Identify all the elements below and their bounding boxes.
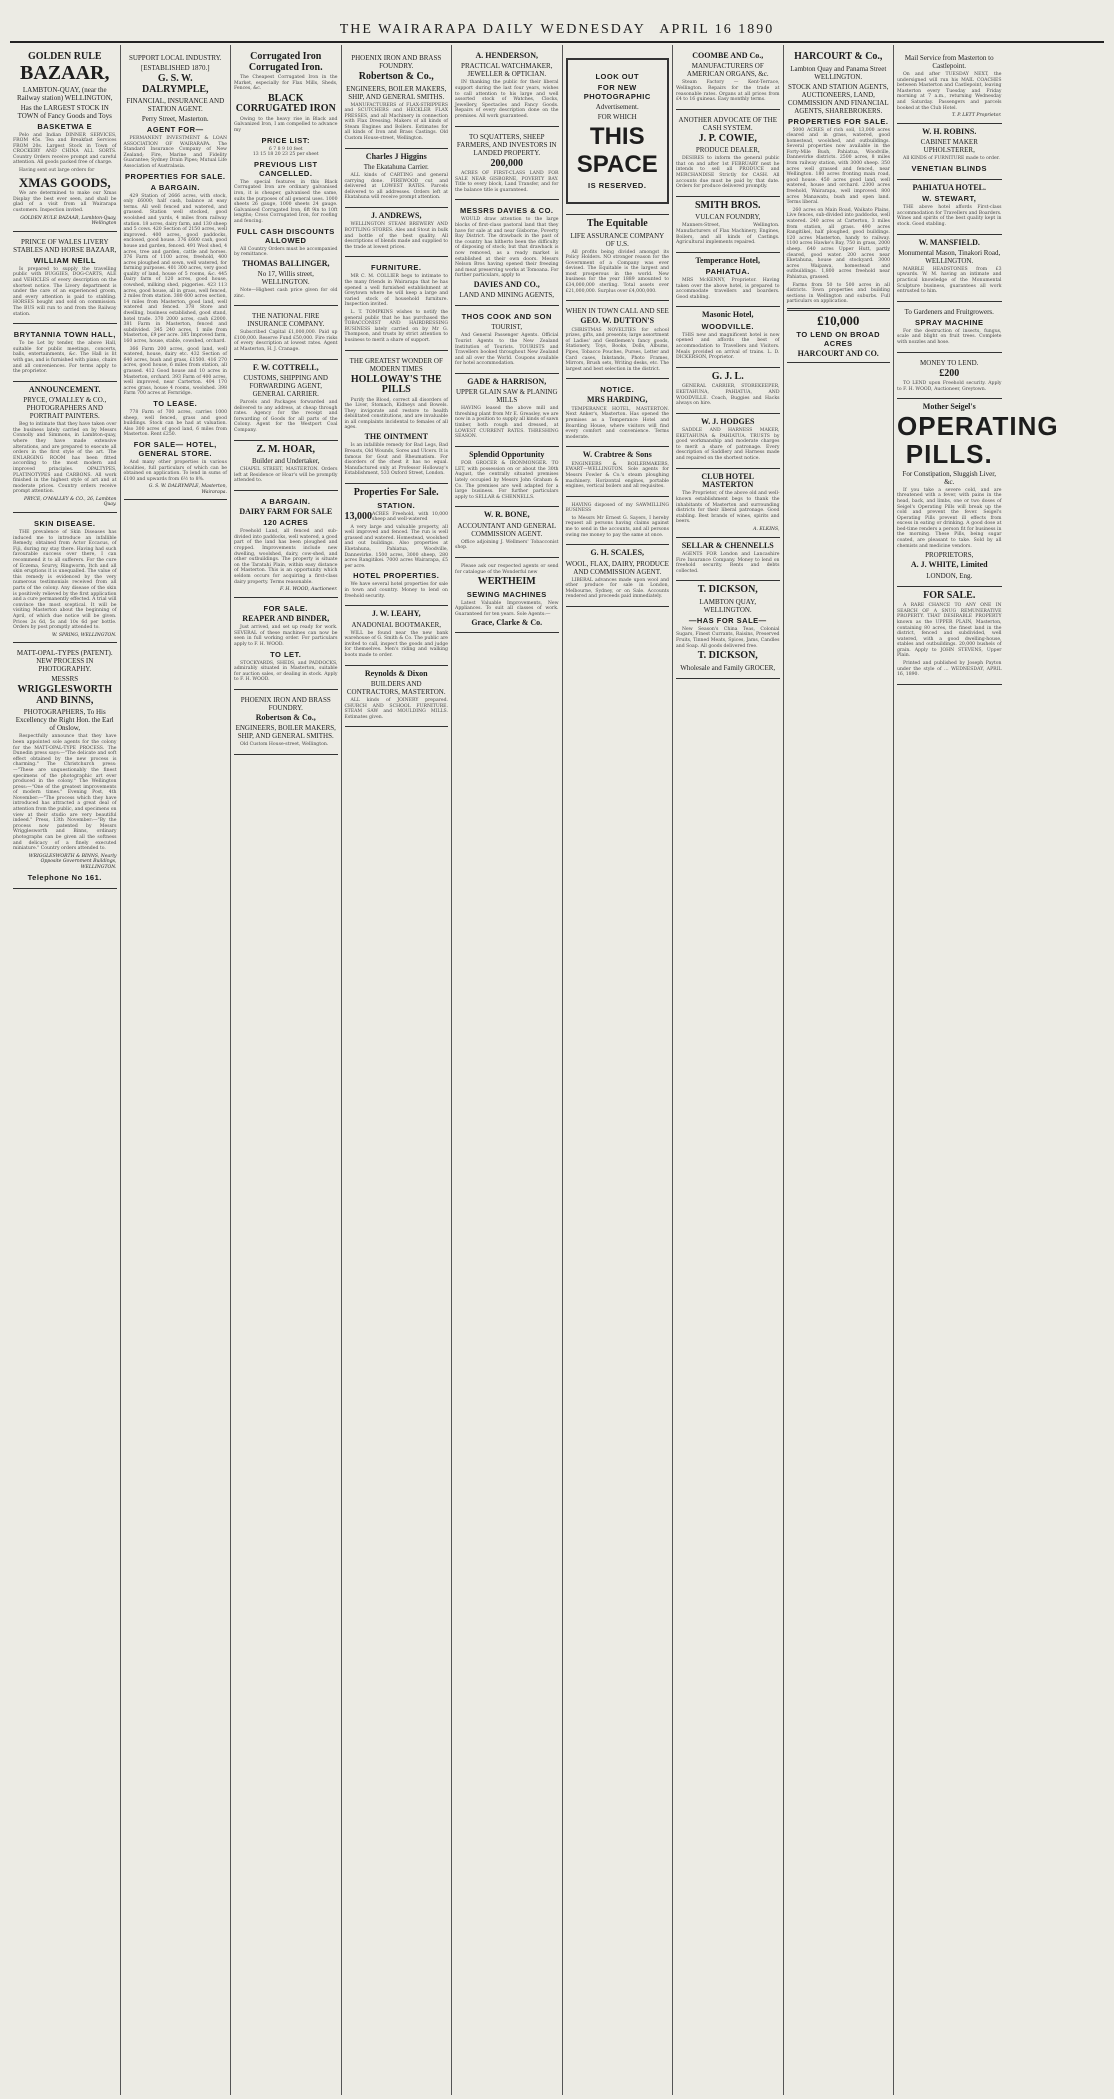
support-local: SUPPORT LOCAL INDUSTRY. [128, 54, 222, 62]
cowie-sub: PRODUCE DEALER, [695, 146, 760, 155]
cancelled: PREVIOUS LIST CANCELLED. [253, 159, 318, 178]
ad-prince-of-wales: PRINCE OF WALES LIVERY STABLES AND HORSE BAZAAR, WILLIAM NEILL Is prepared to supply the travelling public with BUGGIES, DOG-CARTS, ALE and VEHICLES of every description on the shortest notice. The Livery department is under the care of an experienced groom, and every attention is paid to stabling. HORSES bought and sold on commission. The BUS will run to and from the Railway station. [13, 232, 117, 324]
has-for-sale: —HAS FOR SALE— [688, 615, 767, 625]
to-let-heading: TO LET. [270, 649, 302, 659]
ad-club: CLUB HOTEL MASTERTON The Proprietor, of the above old and well-known establishment begs to thank the inhabitants of Masterton and surrounding districts for their liberal patronage. Good stabling. Best brands of wines, spirits and beers. A. ELKINS, [676, 469, 780, 538]
ad-for-sale: FOR SALE. A RARE CHANCE TO ANY ONE IN SEARCH OF A SNUG REMUNERATIVE PROPERTY. THAT DESIRABLE PROPERTY known as the UPPER PLAIN, Masterton, containing 80 acres, the finest land in the district, fenced and subdivided, well watered, with a good dwelling-house, stables and outbuildings. 20,000 bushels of grain. Apply to JOHN STEVENS, Upper Plain. Printed and published by Joseph Payton under the style of ... WEDNESDAY, APRIL 16, 1890. [897, 587, 1002, 685]
properties-heading: PROPERTIES FOR SALE. [125, 171, 226, 181]
phoenix2-heading: PHOENIX IRON AND BRASS FOUNDRY. [240, 695, 331, 712]
andrews-heading: J. ANDREWS, [371, 211, 422, 221]
column-4 [342, 45, 453, 2095]
masthead-date: APRIL 16 1890 [659, 22, 775, 37]
wrigglesworth-heading: WRIGGLESWORTH AND BINNS, [17, 684, 113, 706]
ad-announcement: ANNOUNCEMENT. PRYCE, O'MALLEY & CO., PHOTOGRAPHERS AND PORTRAIT PAINTERS. Beg to intimate that they have taken over the business lately carried on by Messrs Connolly and Simmons, in Lambton-quay, where they have made extensive alterations, and are prepared to execute all orders in the first style of the art. The ENLARGING ROOM has been fitted according to the most modern and improved principles. OPALTYPES, PLATINOTYPES and CARBONS. All work finished in the highest style of art and at moderate prices. Country orders receive prompt attention. PRYCE, O'MALLEY & CO., 26, Lambton Quay. [13, 382, 117, 513]
ad-masonic: Masonic Hotel, WOODVILLE. THIS new and magnificent hotel is now opened and affords the best of accommodation to Travellers and Visitors. Meals provided on arrival of trains. L. D. DICKERSON, Proprietor. [676, 307, 780, 367]
ad-sellar: SELLAR & CHENNELLS AGENTS FOR London and Lancashire Fire Insurance Company. Money to lend on freehold security. Rents and debts collected. [676, 538, 780, 582]
prince-heading: PRINCE OF WALES LIVERY STABLES AND HORSE BAZAAR, [13, 237, 117, 254]
ad-dalrymple: SUPPORT LOCAL INDUSTRY. [ESTABLISHED 1870.] G. S. W. DALRYMPLE, FINANCIAL, INSURANCE AND STATION AGENT. Perry Street, Masterton. AGENT FOR— PERMANENT INVESTMENT & LOAN ASSOCIATION OF WAIRARAPA. The Standard Insurance Company of New Zealand; Fire, Marine and Fidelity Guarantee; Sydney Drain Pipes; Mutual Life Association of Australasia. PROPERTIES FOR SALE. A BARGAIN. 429 Station of 2666 acres, with stock, only £6000; half cash, balance at easy terms. All well fenced and watered, and grassed. Station well stocked, good woolshed and yards, 4 miles from railway station. 18 acres, dairy farm, and 130 sheep and 5 cows. 420 Section of 2150 acres, well improved. 400 acres, good paddocks, enclosed, good house. 376 £600 cash, good house and garden, fenced. 491 Wool shed, 4 acres, tree and garden, cattle and horses. 376 Farm of 1100 acres, freehold, 400 acres ploughed and sown, well watered, for farming purposes. 401 300 acres, very good quality of land, house of 5 rooms, &c. 445 Dairy farm of 120 acres, good house, cowshed, milking shed, piggeries. 423 113 acres, good house, all in grass, well fenced, 2 miles from station. 380 600 acres section, 14 miles from Masterton, good land, well watered and fenced. 378 Store and dwelling, business established, good stand, hotel trade. 370 2000 acres, cash £2000. 381 Farm in Masterton, fenced and subdivided. 345 240 acres, 1 mile from Masterton, £9 per acre. 385 Improved farm, 160 acres, house, stable, cowshed, orchard. 366 Farm 200 acres, good land, well watered, house, dairy etc. 432 Section of 640 acres, bush and grass, £1500. 416 270 acres, good house, 6 miles from station, all grassed. 412 Good house and 10 acres in Masterton, orchard. 393 Farm of 400 acres, well improved, near Carterton. 404 170 acres grass, house 4 rooms, woolshed. 398 Farm 700 acres at Fernridge. TO LEASE. 778 Farm of 700 acres, carries 1000 sheep, well fenced, grass and good buildings. Stock can be had at valuation. Also 300 acres of good land, 6 miles from Masterton. Rent £250. FOR SALE— HOTEL, GENERAL STORE. And many other properties in various localities, full particulars of which can be obtained on application. To lend in sums of £100 and upwards from 6½ to 8%. G. S. W. DALRYMPLE, Masterton, Wairarapa. [124, 48, 228, 500]
price-list: PRICE LIST: [261, 135, 310, 145]
dickson-heading: T. DICKSON, [697, 584, 758, 596]
announcement-heading: ANNOUNCEMENT. [28, 384, 101, 394]
bargain-heading: A BARGAIN. [150, 182, 200, 192]
scales-sub: WOOL, FLAX, DAIRY, PRODUCE AND COMMISSION AGENT. [565, 559, 669, 576]
robertson-heading: Robertson & Co., [358, 71, 434, 82]
column-5 [452, 45, 563, 2095]
dalrymple-address: Perry Street, Masterton. [141, 115, 209, 123]
mansfield-sub: Monumental Mason, Tinakori Road, WELLINGTON. [898, 248, 1001, 265]
equitable-sub: LIFE ASSURANCE COMPANY OF U.S. [570, 231, 665, 248]
ad-skin-disease: SKIN DISEASE. THE prevalence of Skin Diseases has induced me to introduce an infallible Remedy, obtained from Actor Eccacus, of Fiji, during my stay there. Having had such favourable success over there, I can recommend it to all sufferers. For the cure of Eczema, Scurvy, Ringworm, Itch and all skin eruptions it is unequalled. The value of this remedy is evidenced by the very numerous testimonials received from all parts of the colony. Any disease of the skin is positively relieved by the first application and a cure permanently effected. A trial will convince the most sceptical. It will be visiting Masterton about the beginning of April, of which due notice will be given. Prices 2s 6d, 5s and 10s 6d per bottle. Orders by post promptly attended to. W. SPRING, WELLINGTON. [13, 513, 117, 643]
phoenix-heading: PHOENIX IRON AND BRASS FOUNDRY. [351, 54, 442, 70]
mansfield-heading: W. MANSFIELD. [918, 237, 980, 247]
coombe-heading: COOMBE AND Co., [692, 51, 764, 60]
reynolds-heading: Reynolds & Dixon [364, 668, 428, 678]
cottrell-sub: CUSTOMS, SHIPPING AND FORWARDING AGENT, GENERAL CARRIER. [243, 374, 328, 399]
ad-gjl: G. J. L. GENERAL CARRIER, STOREKEEPER, EKETAHUNA, PAHIATUA, AND WOODVILLE. Coach, Buggies and Hacks always on hire. [676, 368, 780, 414]
holloway-heading: HOLLOWAY'S THE PILLS [350, 373, 442, 395]
column-7 [673, 45, 784, 2095]
to-lease-heading: TO LEASE. [153, 398, 198, 408]
hoar-sub: Builder and Undertaker, [251, 457, 320, 466]
notice-heading: NOTICE. [600, 385, 635, 395]
ad-corrugated-iron: Corrugated Iron Corrugated Iron. The Cheapest Corrugated Iron in the Market, especially for Flax Mills, Sheds, Fences, &c. BLACK CORRUGATED IRON Owing to the heavy rise in Black and Galvanized Iron, I am compelled to advance my PRICE LIST: 6 7 8 9 10 feet 13 15 18 20 23 25 per sheet PREVIOUS LIST CANCELLED. The special features in this Black Corrugated Iron are ordinary galvanised iron, it is cheaper, galvanised the same, suits the purposes of all general uses. 1000 sheets 26 gauge, 1000 sheets 24 gauge. Galvanised Corrugated Iron, 6ft 9in to 10ft lengths; Cross Corrugated Iron, for roofing and fencing. FULL CASH DISCOUNTS ALLOWED All Country Orders must be accompanied by remittance. THOMAS BALLINGER, No 17, Willis street, WELLINGTON. Note—Highest cash price given for old zinc. [234, 48, 338, 306]
club-heading: CLUB HOTEL MASTERTON [701, 471, 755, 490]
ad-wertheim: Please ask our respected agents or send for catalogue of the Wonderful new WERTHEIM SEWING MACHINES Latest Valuable Improvements, New Appliances. To suit all classes of work. Guaranteed for ten years. Sole Agents:— Grace, Clarke & Co. [455, 558, 559, 633]
henderson-heading: A. HENDERSON, [475, 51, 538, 60]
ad-andrews: J. ANDREWS, WELLINGTON STEAM BREWERY AND BOTTLING STORES. Ales and Stout in bulk and bottle of the best quality. All descriptions of blends made and supplied to the trade at lowest prices. [345, 208, 449, 257]
money-lend-heading: MONEY TO LEND. [920, 358, 979, 367]
cottrell-heading: F. W. COTTRELL, [252, 362, 319, 372]
london: LONDON, Eng. [926, 571, 973, 580]
leahy-heading: J. W. LEAHY, [371, 609, 421, 619]
wonder-heading: THE GREATEST WONDER OF MODERN TIMES [349, 356, 443, 373]
golden-rule-stock: Has the LARGEST STOCK IN TOWN of Fancy Goods and Toys [17, 103, 112, 120]
having-heading: HAVING disposed of my SAWMILLING BUSINESS [565, 502, 669, 514]
ad-cowie: ANOTHER ADVOCATE OF THE CASH SYSTEM. J. P. COWIE, PRODUCE DEALER, DESIRES to inform the general public that on and after 1st FEBRUARY next he intends to sell all PRODUCE and MERCHANDISE Strictly for CASH. All accounts due must be paid by that date. Orders for produce delivered promptly. [676, 110, 780, 197]
crabtree-heading: W. Crabtree & Sons [582, 450, 652, 460]
ad-henderson: A. HENDERSON, PRACTICAL WATCHMAKER, JEWELLER & OPTICIAN. IN thanking the public for their liberal support during the last four years, wishes to call attention to his large and well assorted stock of Watches, Clocks, Jewellery, Spectacles and Fancy Goods. Repairs of every description done on the premises. All work guaranteed. [455, 48, 559, 127]
station-heading: STATION. [377, 500, 416, 510]
ad-dutton: WHEN IN TOWN CALL AND SEE GEO. W. DUTTON'S CHRISTMAS NOVELTIES for school prizes, gifts, and presents; large assortment of Ladies' and Gentlemen's fancy goods, Stationery, Toys, Books, Dolls, Albums, Pipes, Tobacco Pouches, Purses, Letter and Card cases, Inkstands, Photo Frames, Mirrors, Brush sets, Writing desks, etc. The largest and best selection in the district. [566, 301, 670, 379]
ad-harcourt: HARCOURT & Co., Lambton Quay and Panama Street WELLINGTON. STOCK AND STATION AGENTS, AUCTIONEERS, LAND, COMMISSION AND FINANCIAL AGENTS, SHAREBROKERS. PROPERTIES FOR SALE. 5000 ACRES of rich soil, 13,000 acres cleared and in grass, watered, good homestead, woolshed, and outbuildings. Several properties now available in the Forty-Mile Bush, Pahiatua, Woodville, Dannevirke districts. 2500 acres, 8 miles from railway station, with 3000 sheep. 350 acres well grassed and fenced, near Wellington. 180 acres fronting main road, good house. 450 acres good land, well watered, house and orchard. 2300 acres freehold, Wairarapa, well improved. 800 acres Manawatu, bush and open land. Terms liberal. 260 acres on Main Road, Waikato Plains, Live fences, sub-divided into paddocks, well watered. 240 acres at Carterton, 3 miles from station, all grass. 490 acres Rangitikei, half ploughed, good buildings. 120 acres Masterton, handy to railway. 1100 acres Hawke's Bay, 750 in grass, 2000 sheep. 640 acres Upper Hutt, partly cleared, good water. 200 acres near Eketahuna, house and stockyard. 3000 acres Waipawa, homestead and outbuildings. 1,800 acres freehold near Pahiatua, grassed. Farms from 50 to 500 acres in all districts. Town properties and building sections in Wellington and suburbs. Full particulars on application. £10,000 TO LEND ON BROAD ACRES HARCOURT AND CO. [787, 48, 891, 363]
printer-line: Printed and published by Joseph Payton under the style of ... WEDNESDAY, APRIL 16, 1890. [897, 661, 1002, 678]
telephone: Telephone No 161. [27, 872, 102, 882]
ad-reynolds: Reynolds & Dixon BUILDERS AND CONTRACTORS, MASTERTON. ALL kinds of JOINERY prepared. CHURCH AND SCHOOL FURNITURE. STEAM SAW and MOULDING MILLS. Estimates given. [345, 666, 449, 728]
elkins-signature: A. ELKINS, [753, 527, 780, 532]
dalrymple-signature: G. S. W. DALRYMPLE, Masterton, Wairarapa. [148, 484, 227, 495]
higgins-sub: The Ekatahuna Carrier. [363, 163, 429, 172]
ad-hodges: W. J. HODGES SADDLE AND HARNESS MAKER, EKETAHUNA & PAHIATUA. TRUSTS by good workmanship and moderate charges to merit a share of patronage. Every description of Saddlery and Harness made and repaired on the shortest notice. [676, 414, 780, 469]
squatters-heading: TO SQUATTERS, SHEEP FARMERS, AND INVESTORS IN LANDED PROPERTY. [456, 132, 557, 157]
ad-money: MONEY TO LEND. £200 TO LEND upon Freehold security. Apply to F. H. WOOD, Auctioneer, Greytown. [897, 353, 1002, 400]
dalrymple-sub: FINANCIAL, INSURANCE AND STATION AGENT. [126, 97, 225, 113]
golden-rule-title: GOLDEN RULE [27, 51, 102, 62]
masonic-heading: Masonic Hotel, [701, 310, 754, 320]
furniture-heading: FURNITURE. [371, 263, 422, 273]
fire-insurance-heading: THE NATIONAL FIRE INSURANCE COMPANY. [247, 312, 325, 329]
temperance-place: PAHIATUA. [705, 267, 750, 277]
harcourt-sub: Lambton Quay and Panama Street WELLINGTON. [790, 64, 887, 81]
masthead [10, 8, 1104, 43]
ad-pahiatua-hotel: PAHIATUA HOTEL. W. STEWART, THE above hotel affords First-class accommodation for Travellers and Boarders. Wines and spirits of the best quality kept in stock. Good stabling. [897, 180, 1002, 235]
davies-heading: MESSRS DAVIES & CO. [459, 206, 554, 216]
column-6 [563, 45, 674, 2095]
venetian-heading: VENETIAN BLINDS [911, 163, 987, 173]
acres-figure: 13,000 [344, 510, 372, 522]
engineers2-heading: ENGINEERS, BOILER MAKERS, SHIP, AND GENERAL SMITHS. [235, 724, 336, 741]
columns [10, 45, 1104, 2095]
gardeners-heading: To Gardeners and Fruitgrowers. [904, 307, 994, 316]
ad-mansfield: W. MANSFIELD. Monumental Mason, Tinakori Road, WELLINGTON. MARBLE HEADSTONES from £3 upwards. W. M. having an intimate and practical knowledge of the Monumental Sculpture business, guarantees all work entrusted to him. [897, 235, 1002, 302]
properties-heading: Properties For Sale. [353, 487, 439, 499]
engineers-heading: ENGINEERS, BOILER MAKERS, SHIP, AND GENERAL SMITHS. [346, 84, 447, 101]
harcourt-for-sale: PROPERTIES FOR SALE. [788, 116, 889, 126]
hotel-props-heading: HOTEL PROPERTIES. [353, 571, 440, 581]
spring-signature: W. SPRING, WELLINGTON. [52, 632, 117, 638]
ad-hoar: Z. M. HOAR, Builder and Undertaker, CHAPEL STREET, MASTERTON. Orders left at Residence or Hoar's will be promptly attended to. [234, 441, 338, 491]
column-2 [121, 45, 232, 2095]
gade-heading: GADE & HARRISON, [467, 376, 547, 386]
cowie-heading: J. P. COWIE, [698, 132, 757, 144]
acres-heading: 120 ACRES [263, 518, 309, 528]
wb-sub: PHOTOGRAPHERS, To His Excellency the Right Hon. the Earl of Onslow, [15, 708, 114, 733]
ad-cook: THOS COOK AND SON TOURIST, And General Passenger Agents. Official Tourist Agents to the New Zealand Institution of Tourists. TOURISTS and Travellers booked throughout New Zealand and all over the World. Coupons available for hotel accommodation. [455, 306, 559, 374]
for-which: FOR WHICH [597, 113, 637, 121]
basketware-heading: BASKETWA E [37, 121, 93, 131]
ad-phoenix: PHOENIX IRON AND BRASS FOUNDRY. Robertson & Co., ENGINEERS, BOILER MAKERS, SHIP, AND GENERAL SMITHS. MANUFACTURERS of FLAX-STRIPPERS and SCUTCHERS and HECKLER FLAX PRESSES, and all Machinery in connection with Flax Dressing. Makers of all kinds of Steam Engines and Boilers. Estimates for all kinds of Iron and Brass Castings. Old Custom House-street, Wellington. [345, 48, 449, 149]
ad-leahy: J. W. LEAHY, ANADONIAL BOOTMAKER, WILL be found near the new bank warehouse of G. Smith & Co. The public are invited to call, inspect the goods and judge for themselves. Men's riding and walking boots made to order. [345, 606, 449, 665]
ad-scales: G. H. SCALES, WOOL, FLAX, DAIRY, PRODUCE AND COMMISSION AGENT. LIBERAL advances made upon wool and other produce for sale in London, Melbourne, Sydney, or on Sale. Accounts rendered and proceeds paid immediately. [566, 545, 670, 607]
ad-golden-rule: GOLDEN RULE BAZAAR, LAMBTON-QUAY, (near the Railway station) WELLINGTON, Has the LARGEST STOCK IN TOWN of Fancy Goods and Toys BASKETWA E Pelo and Indian DINNER SERVICES, FROM 45s. Tea and Breakfast Services FROM 20s. Largest Stock in Town of CROCKERY AND CHINA ALL SORTS. Country Orders receive prompt and careful attention. All goods packed free of charge. Having sent out large orders for XMAS GOODS, We are determined to make our Xmas Display the best ever seen, and shall be glad of a visit from all Wairarapa customers. Inspection invited. GOLDEN RULE BAZAAR, Lambton-Quay, Wellington [13, 48, 117, 232]
mail-heading: Mail Service from Masterton to Castlepoint. [904, 54, 994, 70]
column-9 [894, 45, 1059, 2095]
agent-for: AGENT FOR— [146, 125, 204, 134]
scales-heading: G. H. SCALES, [590, 548, 645, 558]
ad-reaper: FOR SALE. REAPER AND BINDER, Just arrived, and set up ready for work. SEVERAL of these machines can now be seen in full working order. For particulars apply to F. H. WOOD. TO LET. STOCKYARDS, SHEDS, and PADDOCKS, admirably situated in Masterton, suitable for auction sales, or dealing in stock. Apply to F. H. WOOD. [234, 598, 338, 690]
ad-cottrell: F. W. COTTRELL, CUSTOMS, SHIPPING AND FORWARDING AGENT, GENERAL CARRIER. Parcels and Packages forwarded and delivered to any address, at cheap through rates. Agency for the receipt and forwarding of Goods for all parts of the Colony. Agent for the Westport Coal Company. [234, 360, 338, 441]
ad-fire-insurance: THE NATIONAL FIRE INSURANCE COMPANY. Subscribed Capital £1,000,000. Paid up £100,000. Reserve Fund £50,000. Fire risks of every description at lowest rates. Agent at Masterton, H. J. Cranage. [234, 306, 338, 359]
masthead-day: WEDNESDAY [540, 22, 646, 37]
hoar-heading: Z. M. HOAR, [256, 443, 316, 455]
coombe-sub: MANUFACTURERS OF AMERICAN ORGANS, &c. [686, 62, 769, 79]
column-8 [784, 45, 895, 2095]
golden-rule-address: LAMBTON-QUAY, (near the Railway station) WELLINGTON, [16, 85, 113, 102]
this-space: THIS SPACE [576, 123, 658, 178]
ad-spray: To Gardeners and Fruitgrowers. SPRAY MACHINE For the destruction of insects, fungus, scale and blight on fruit trees. Complete with nozzles and hose. [897, 302, 1002, 353]
white-heading: A. J. WHITE, Limited [910, 560, 988, 570]
ad-squatters: TO SQUATTERS, SHEEP FARMERS, AND INVESTORS IN LANDED PROPERTY. 200,000 ACRES OF FIRST-CLASS LAND FOR SALE NEAR GISBORNE, POVERTY BAY. Title to every block, Land Transfer, and for the balance title is guaranteed. [455, 127, 559, 201]
lett-signature: T. P. LETT Proprietor. [951, 113, 1002, 119]
robins-heading: W. H. ROBINS. [922, 126, 977, 136]
gade-sub: UPPER GLAIN SAW & PLANING MILLS [455, 388, 558, 405]
wood-signature: F. H. WOOD, Auctioneer. [280, 587, 338, 593]
higgins-heading: Charles J Higgins [365, 151, 427, 161]
cabinet-heading: CABINET MAKER UPHOLSTERER, [920, 138, 978, 155]
for-sale-heading: FOR SALE. [263, 603, 308, 613]
money-heading: £10,000 [817, 312, 860, 328]
gjl-heading: G. J. L. [711, 370, 744, 382]
acres-200000: 200,000 [490, 157, 523, 169]
prince-name: WILLIAM NEILL [33, 255, 96, 265]
town-hall-heading: BRYTANNIA TOWN HALL, [13, 330, 116, 340]
dairy-farm-heading: DAIRY FARM FOR SALE [239, 506, 333, 516]
column-3 [231, 45, 342, 2095]
skin-heading: SKIN DISEASE. [33, 519, 96, 529]
ad-town-hall: BRYTANNIA TOWN HALL, To be Let by tender, the above Hall, suitable for public meetings, concerts, balls, entertainments, &c. The Hall is lit with gas, and is furnished with piano, chairs and all conveniences. For terms apply to the proprietor. [13, 324, 117, 382]
grace-heading: Grace, Clarke & Co. [471, 618, 543, 628]
ad-holloway: THE GREATEST WONDER OF MODERN TIMES HOLLOWAY'S THE PILLS Purify the Blood, correct all disorders of the Liver, Stomach, Kidneys and Bowels. They invigorate and restore to health debilitated constitutions, and are invaluable in all complaints incidental to females of all ages. THE OINTMENT Is an infallible remedy for Bad Legs, Bad Breasts, Old Wounds, Sores and Ulcers. It is famous for Gout and Rheumatism. For disorders of the chest it has no equal. Manufactured only at Professor Holloway's Establishment, 533 Oxford Street, London. [345, 351, 449, 485]
ad-dairy-farm: A BARGAIN. DAIRY FARM FOR SALE 120 ACRES Freehold Land, all fenced and sub-divided into paddocks, well watered, a good part of the land has been ploughed and cropped. Improvements include new dwelling, woolshed, dairy, cow-shed, and other outbuildings. The property is situate on the Taratahi Plain, within easy distance of Masterton. This is an opportunity which seldom occurs for acquiring a first-class dairy property. Terms reasonable. F. H. WOOD, Auctioneer. [234, 491, 338, 598]
robertson2-heading: Robertson & Co., [255, 712, 316, 722]
harcourt-sub2: STOCK AND STATION AGENTS, AUCTIONEERS, LAND, COMMISSION AND FINANCIAL AGENTS, SHAREBROKERS. [787, 82, 889, 115]
ad-dickson: T. DICKSON, LAMBTON QUAY, WELLINGTON. —HAS FOR SALE— New Season's China Teas, Colonial Sugars, Finest Currants, Raisins, Preserved Fruits, Tinned Meats, Spices, Jams, Candles and Soap. All goods delivered free. T. DICKSON, Wholesale and Family GROCER, [676, 581, 780, 678]
column-1 [10, 45, 121, 2095]
bargain2: A BARGAIN. [261, 496, 311, 506]
ad-splendid: Splendid Opportunity FOR GROCER & IRONMONGER. TO LET, with possession on or about the 30th August, the centrally situated premises lately occupied by Messrs John Graham & Co. The premises are well adapted for a large business. For further particulars apply to SELLAR & CHENNELLS. [455, 447, 559, 508]
seigel-heading: Mother Seigel's [922, 402, 976, 412]
black-iron-title: BLACK CORRUGATED IRON [235, 92, 336, 115]
ad-phoenix-2: PHOENIX IRON AND BRASS FOUNDRY. Robertson & Co., ENGINEERS, BOILER MAKERS, SHIP, AND GENERAL SMITHS. Old Custom House-street, Wellington. [234, 690, 338, 755]
ad-sawmill: HAVING disposed of my SAWMILLING BUSINESS to Messrs Mr Ernest G. Sayers, I hereby request all persons having claims against me to send in the accounts, and all persons owing me money to pay the same at once. [566, 497, 670, 546]
for-new: FOR NEW PHOTOGRAPHIC [583, 83, 651, 101]
ad-temperance: Temperance Hotel, PAHIATUA. MRS McKENNY, Proprietor. Having taken over the above hotel, is prepared to accommodate travellers and boarders. Good stabling. [676, 253, 780, 308]
constipation-heading: For Constipation, Sluggish Liver, &c. [902, 469, 997, 486]
reaper-heading: REAPER AND BINDER, [242, 613, 330, 623]
money-amount: £200 [939, 367, 960, 379]
grocer-heading: Wholesale and Family GROCER, [680, 663, 776, 672]
ad-higgins: Charles J Higgins The Ekatahuna Carrier. ALL kinds of CARTING and general carrying done. FIREWOOD cut and delivered at LOWEST RATES. Parcels delivered to all addresses. Orders left at Ekatahuna will receive prompt attention. [345, 149, 449, 208]
is-reserved: IS RESERVED. [588, 181, 647, 190]
ad-gade: GADE & HARRISON, UPPER GLAIN SAW & PLANING MILLS HAVING leased the above mill and threshing plant from Mr E. Greasley, we are now in a position to supply all kinds of sawn timber, both rough and dressed, at LOWEST CURRENT RATES. THRESHING SEASON. [455, 374, 559, 447]
masthead-title: THE WAIRARAPA DAILY [339, 22, 535, 37]
ballinger-address: No 17, Willis street, WELLINGTON. [257, 270, 314, 287]
established: [ESTABLISHED 1870.] [140, 64, 210, 72]
ballinger-heading: THOMAS BALLINGER, [241, 258, 330, 268]
hotel-heading: FOR SALE— HOTEL, GENERAL STORE. [133, 439, 217, 458]
splendid-heading: Splendid Opportunity [469, 449, 545, 459]
ointment-heading: THE OINTMENT [364, 432, 428, 442]
masonic-place: WOODVILLE. [701, 321, 754, 331]
davies-signature: DAVIES AND CO., [473, 279, 540, 289]
ad-seigel: Mother Seigel's OPERATING PILLS. For Constipation, Sluggish Liver, &c. If you take a severe cold, and are threatened with a fever, with pains in the head, back, and limbs, one or two doses of Seigel's Operating Pills will break up the cold and prevent the fever. Seigel's Operating Pills prevent ill effects from excess in eating or drinking. A good dose at bed-time renders a person fit for business in the morning. These Pills, being sugar coated, are pleasant to take. Sold by all chemists and medicine vendors. PROPRIETORS, A. J. WHITE, Limited LONDON, Eng. [897, 399, 1002, 586]
temperance-heading: Temperance Hotel, [695, 255, 761, 265]
harding-heading: MRS HARDING, [587, 395, 648, 405]
for-sale-heading: FOR SALE. [923, 589, 976, 601]
wertheim-heading: WERTHEIM [477, 576, 536, 588]
stewart-heading: W. STEWART, [922, 194, 977, 204]
cook-sub: TOURIST, [491, 323, 523, 332]
dickson-sub: LAMBTON QUAY, WELLINGTON. [699, 597, 757, 614]
smith-heading: SMITH BROS. [694, 199, 761, 211]
smith-sub: VULCAN FOUNDRY, [695, 213, 761, 222]
advertisement: Advertisement. [595, 103, 639, 111]
ad-crabtree: W. Crabtree & Sons ENGINEERS & BOILERMAKERS, EWART—WELLINGTON. Sole agents for Messrs Fowler & Co.'s steam ploughing machinery. Horizontal engines, portable engines, vertical boilers and all requisites. [566, 447, 670, 496]
harcourt-heading: HARCOURT & Co., [794, 51, 883, 62]
harcourt-signature: HARCOURT AND CO. [797, 348, 879, 358]
full-cash: FULL CASH DISCOUNTS ALLOWED [236, 226, 335, 245]
ad-harding: NOTICE. MRS HARDING, TEMPERANCE HOTEL, MASTERTON. Next Anker's, Masterton. Has opened the premises as a Temperance Hotel and Boarding House, where visitors will find every comfort and convenience. Terms moderate. [566, 379, 670, 447]
dutton-heading: GEO. W. DUTTON'S [580, 316, 655, 326]
henderson-sub: PRACTICAL WATCHMAKER, JEWELLER & OPTICIAN. [461, 62, 553, 79]
reserved-box [566, 58, 670, 204]
davies-sub: LAND AND MINING AGENTS, [459, 291, 554, 300]
golden-rule-signature: GOLDEN RULE BAZAAR, Lambton-Quay, Wellington [20, 215, 117, 227]
reynolds-sub: BUILDERS AND CONTRACTORS, MASTERTON. [346, 679, 446, 696]
ad-coombe: COOMBE AND Co., MANUFACTURERS OF AMERICAN ORGANS, &c. Steam Factory — Kent-Terrace, Wellington. Repairs for the trade at reasonable rates. Organs at all prices from £4 to 16 guineas. Easy monthly terms. [676, 48, 780, 110]
iron-title: Corrugated Iron Corrugated Iron. [248, 51, 323, 73]
xmas-goods: XMAS GOODS, [18, 174, 111, 190]
leahy-sub: ANADONIAL BOOTMAKER, [351, 620, 442, 629]
operating-pills: OPERATING PILLS. [897, 410, 1059, 469]
ad-look-out [566, 48, 670, 215]
bone-heading: W. R. BONE, [483, 510, 530, 520]
golden-rule-bazaar: BAZAAR, [20, 61, 110, 84]
spray-heading: SPRAY MACHINE [914, 317, 984, 327]
ad-equitable: The Equitable LIFE ASSURANCE COMPANY OF U.S. All profits being divided amongst its Policy Holders. NO stronger reason for the Government of a Company was ever devised. The Equitable is the largest and most prosperous in the world. New business for the year 1889 amounted to £34,000,000 sterling. Total assets over £21,000,000. Surplus over £4,000,000. [566, 215, 670, 301]
ad-bone: W. R. BONE, ACCOUNTANT AND GENERAL COMMISSION AGENT. Office adjoining J. Wellmers' Tobacconist shop. [455, 507, 559, 558]
sellar-heading: SELLAR & CHENNELLS [681, 540, 774, 550]
pahiatua-heading: PAHIATUA HOTEL. [912, 182, 986, 192]
to-lend: TO LEND ON BROAD ACRES [796, 329, 881, 348]
ad-properties: Properties For Sale. STATION. 13,000 ACRES Freehold, with 10,000 sheep and well-watered A very large and valuable property, all well improved and fenced. The run is well grassed and watered. Homestead, woolshed and out buildings. Also properties at Eketahuna, Pahiatua, Woodville, Dannevirke. 1500 acres, 3000 sheep, 280 acres Rangitikei. 7000 acres Wairarapa, £5 per acre. HOTEL PROPERTIES. We have several hotel properties for sale in town and country. Money to lend on freehold security. [345, 484, 449, 606]
ad-smith: SMITH BROS. VULCAN FOUNDRY, Manners-Street, Wellington. Manufacturers of Flax Machinery, Engines, Boilers, and all kinds of Castings. Agricultural implements repaired. [676, 197, 780, 253]
cook-heading: THOS COOK AND SON [461, 312, 552, 322]
ad-davies: MESSRS DAVIES & CO. WOULD draw attention to the large blocks of first-class pastoral land that they have for sale at and near Gisborne, Poverty Bay District. The drawback in the past of the country has hitherto been the difficulty of disposing of stock; but that drawback is now removed, as a ready market is established at their own doors. Messrs Nelson Bros having opened their freezing and meat preserving works at Tomoana. For further particulars, apply to DAVIES AND CO., LAND AND MINING AGENTS, [455, 200, 559, 306]
sewing-heading: SEWING MACHINES [466, 589, 547, 599]
ad-wrigglesworth: MATT-OPAL-TYPES (PATENT). NEW PROCESS IN PHOTOGRAPHY. MESSRS WRIGGLESWORTH AND BINNS, PHOTOGRAPHERS, To His Excellency the Right Hon. the Earl of Onslow, Respectfully announce that they have been appointed sole agents for the colony for the MATT-OPAL-TYPE PROCESS. The Dunedin press says:—"The delicate and soft effect obtained by the new process is charming." The Christchurch press:—"These are unquestionably the finest specimens of the photographic art ever produced in the colony." The Wellington press:—"One of the greatest improvements of modern times." Evening Post, 4th November:—"The process which they have introduced has attracted a great deal of attention from the public, and specimens on view at their studio are very beautiful indeed." Press, 13th November:—"By the process now patented by Messrs Wrigglesworth and Binns, ordinary photographs can be given all the softness and delicacy of a finely executed miniature." Country orders attended to. WRIGGLESWORTH & BINNS, Nearly Opposite Government Buildings, WELLINGTON. Telephone No 161. [13, 643, 117, 888]
dalrymple-heading: G. S. W. DALRYMPLE, [141, 73, 209, 95]
pryce-heading: PRYCE, O'MALLEY & CO., PHOTOGRAPHERS AND PORTRAIT PAINTERS. [23, 396, 107, 421]
equitable-heading: The Equitable [586, 218, 648, 229]
ad-robins: W. H. ROBINS. CABINET MAKER UPHOLSTERER, All KINDS of FURNITURE made to order. VENETIAN BLINDS [897, 124, 1002, 180]
hodges-heading: W. J. HODGES [701, 416, 755, 426]
look-out: LOOK OUT [595, 72, 640, 81]
bone-sub: ACCOUNTANT AND GENERAL COMMISSION AGENT. [457, 521, 556, 538]
ad-furniture: FURNITURE. MR C. M. COLLIER begs to intimate to the many friends in Wairarapa that he has opened a well furnished establishment at Greytown where he will keep a large and varied stock of household furniture. Inspection invited. L. T. TOMPKINS wishes to notify the general public that he has purchased the TOBACCONIST AND HAIRDRESSING BUSINESS lately carried on by Mr G. Thompson, and trusts by strict attention to business to merit a share of support. [345, 257, 449, 350]
ad-mail: Mail Service from Masterton to Castlepoint. On and after TUESDAY NEXT, the undersigned will run his MAIL COACHES between Masterton and Castlepoint, leaving Masterton every Tuesday and Friday morning at 7 a.m., returning Wednesday and Saturday. Passengers and parcels booked at the Club Hotel. T. P. LETT Proprietor. [897, 48, 1002, 124]
